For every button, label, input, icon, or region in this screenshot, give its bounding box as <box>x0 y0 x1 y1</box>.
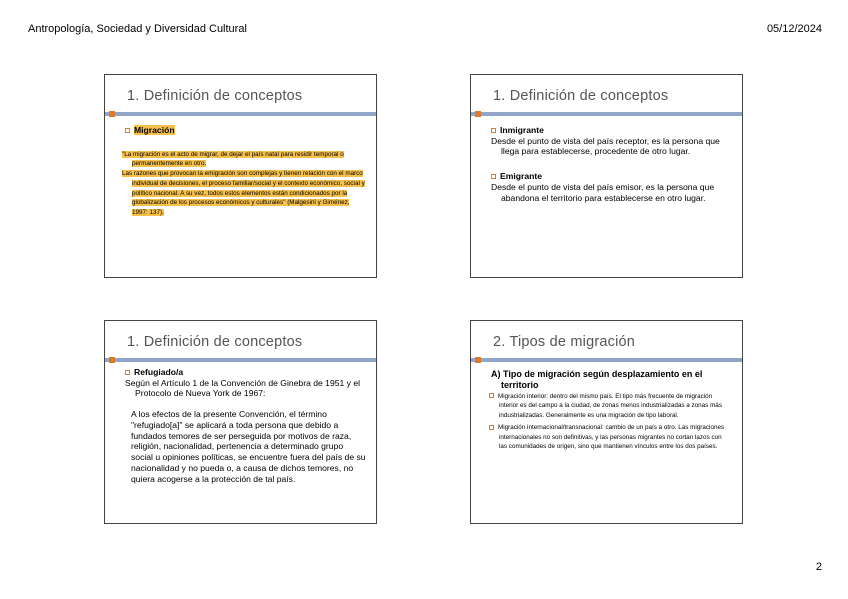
quote-paragraph-1: "La migración es el acto de migrar, de dejar el país natal para residir temporal o permanentemente en otro. <box>122 150 344 168</box>
bullet-icon <box>491 128 496 133</box>
slide-4[interactable] <box>470 320 743 524</box>
bullet-migracion: Migración <box>134 125 175 135</box>
title-divider-bar <box>105 112 376 116</box>
slide-3[interactable] <box>104 320 377 524</box>
refugee-definition: A los efectos de la presente Convención, el término "refugiado[a]" se aplicará a toda persona que debido a fundados temores de ser perseguida por motivos de raza, religión, nacionalidad, pertenencia a determinado grupo social u opiniones políticas, se encuentre fuera del país de su nacionalidad y no pueda o, a causa de dichos temores, no quiera acogerse a la protección de tal país. <box>131 409 366 484</box>
bullet-emigrante: Emigrante <box>500 171 543 182</box>
migration-type-subtitle: A) Tipo de migración según desplazamiento en el territorio <box>491 369 703 391</box>
title-divider-bar <box>471 112 742 116</box>
page-number: 2 <box>815 561 822 573</box>
bullet-icon <box>125 128 130 133</box>
inmigrante-definition: Desde el punto de vista del país receptor, es la persona que llega para establecerse, procedente de otro lugar. <box>491 135 720 157</box>
bullet-refugiado: Refugiado/a <box>134 367 184 377</box>
bullet-icon <box>489 393 494 398</box>
bullet-icon <box>491 174 496 179</box>
accent-square <box>475 111 481 117</box>
document-header-title: Antropología, Sociedad y Diversidad Cultural <box>28 23 247 35</box>
accent-square <box>475 357 481 363</box>
item-migracion-interior: Migración interior: dentro del mismo país. El tipo más frecuente de migración interior es del campo a la ciudad, de zonas menos industrializadas a zonas más industrializadas. Generalmente es una migración de tipo laboral. <box>498 392 722 419</box>
title-divider-bar <box>105 358 376 362</box>
slide-1[interactable] <box>104 74 377 278</box>
convention-reference: Según el Artículo 1 de la Convención de Ginebra de 1951 y el Protocolo de Nueva York de 1967: <box>125 377 361 399</box>
slide-title: 1. Definición de conceptos <box>493 88 669 104</box>
accent-square <box>109 111 115 117</box>
slide-title: 1. Definición de conceptos <box>127 88 303 104</box>
slide-title: 2. Tipos de migración <box>493 334 636 350</box>
bullet-icon <box>125 370 130 375</box>
emigrante-definition: Desde el punto de vista del país emisor, es la persona que abandona el territorio para establecerse en otro lugar. <box>491 181 715 203</box>
title-divider-bar <box>471 358 742 362</box>
document-header-date: 05/12/2024 <box>766 23 822 35</box>
accent-square <box>109 357 115 363</box>
item-migracion-internacional: Migración internacional/transnacional: cambio de un país a otro. Las migraciones internacionales no son definitivas, y las personas migrantes no cortan lazos con las comunidades de origen, sino que mantienen vínculos entre los dos países. <box>498 423 725 451</box>
slide-title: 1. Definición de conceptos <box>127 334 303 350</box>
quote-paragraph-2: Las razones que provocan la emigración son complejas y tienen relación con el marco individual de decisiones, el proceso familiar/social y el contexto económico, social y político nacional. A su vez, todos estos elementos están condicionados por la globalización de los procesos económicos y culturales" (Malgesini y Giménez, 1997: 137). <box>122 170 365 217</box>
bullet-icon <box>489 425 494 430</box>
bullet-inmigrante: Inmigrante <box>500 125 544 135</box>
slide-2[interactable] <box>470 74 743 278</box>
